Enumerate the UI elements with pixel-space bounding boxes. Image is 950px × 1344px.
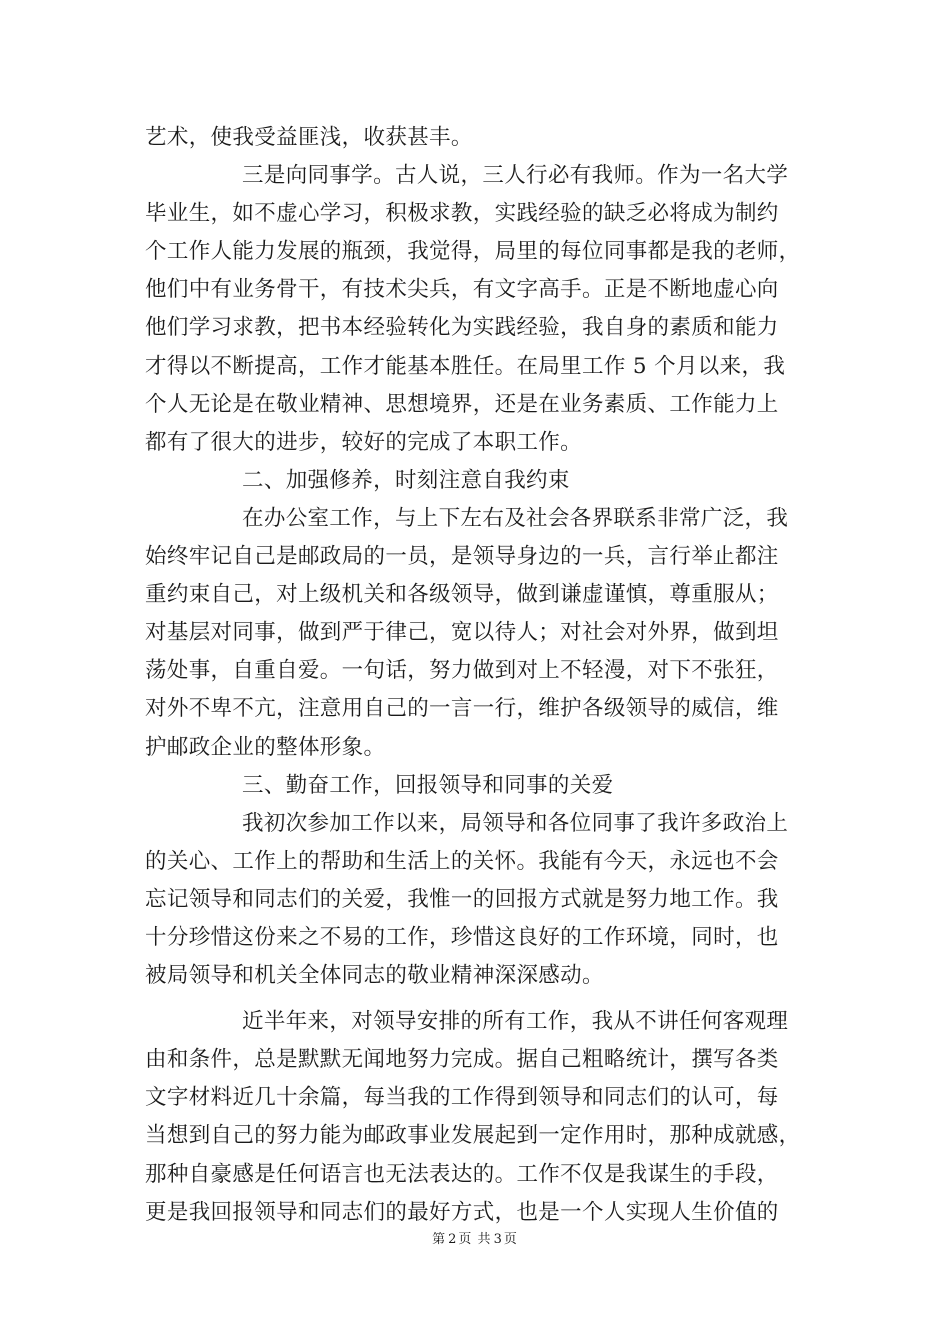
text-line: 他们学习求教，把书本经验转化为实践经验，我自身的素质和能力 [145, 315, 779, 341]
text-line: 当想到自己的努力能为邮政事业发展起到一定作用时，那种成就感， [145, 1123, 801, 1149]
document-body [145, 119, 810, 1232]
text-line: 的关心、工作上的帮助和生活上的关怀。我能有今天，永远也不会 [145, 848, 779, 874]
page-footer [0, 1228, 950, 1247]
text-line: 重约束自己，对上级机关和各级领导，做到谦虚谨慎，尊重服从； [145, 582, 779, 608]
text-line: 护邮政企业的整体形象。 [145, 734, 386, 760]
text-line: 由和条件，总是默默无闻地努力完成。据自己粗略统计，撰写各类 [145, 1047, 779, 1073]
text-line: 始终牢记自己是邮政局的一员，是领导身边的一兵，言行举止都注 [145, 544, 779, 570]
text-line: 十分珍惜这份来之不易的工作，珍惜这良好的工作环境，同时，也 [145, 924, 779, 950]
current-page-number: 2 [448, 1232, 457, 1247]
footer-prefix: 第 [432, 1232, 447, 1247]
text-line: 对外不卑不亢，注意用自己的一言一行，维护各级领导的威信，维 [145, 696, 779, 722]
footer-suffix: 页 [503, 1232, 518, 1247]
section-heading: 三、勤奋工作，回报领导和同事的关爱 [242, 772, 614, 798]
text-line: 他们中有业务骨干，有技术尖兵，有文字高手。正是不断地虚心向 [145, 277, 779, 303]
text-line: 荡处事，自重自爱。一句话，努力做到对上不轻漫，对下不张狂， [145, 658, 779, 684]
text-line: 才得以不断提高，工作才能基本胜任。在局里工作 5 个月以来，我 [145, 353, 786, 379]
text-line: 被局领导和机关全体同志的敬业精神深深感动。 [145, 963, 604, 989]
footer-middle: 页 共 [458, 1232, 492, 1247]
text-line: 艺术，使我受益匪浅，收获甚丰。 [145, 125, 473, 150]
text-line: 文字材料近几十余篇，每当我的工作得到领导和同志们的认可，每 [145, 1085, 779, 1111]
text-line: 那种自豪感是任何语言也无法表达的。工作不仅是我谋生的手段， [145, 1161, 779, 1187]
paragraph-start: 我初次参加工作以来，局领导和各位同事了我许多政治上 [242, 810, 789, 836]
text-line: 都有了很大的进步，较好的完成了本职工作。 [145, 429, 583, 455]
paragraph-start: 三是向同事学。古人说，三人行必有我师。作为一名大学 [242, 163, 789, 189]
text-line: 对基层对同事，做到严于律己，宽以待人；对社会对外界，做到坦 [145, 620, 779, 646]
text-line: 毕业生，如不虚心学习，积极求教，实践经验的缺乏必将成为制约 [145, 201, 779, 227]
paragraph-start: 近半年来，对领导安排的所有工作，我从不讲任何客观理 [242, 1009, 789, 1035]
section-heading: 二、加强修养，时刻注意自我约束 [242, 467, 570, 493]
text-line: 个工作人能力发展的瓶颈，我觉得，局里的每位同事都是我的老师， [145, 239, 801, 265]
text-line: 个人无论是在敬业精神、思想境界，还是在业务素质、工作能力上 [145, 391, 779, 417]
paragraph-start: 在办公室工作，与上下左右及社会各界联系非常广泛，我 [242, 505, 789, 531]
text-line: 更是我回报领导和同志们的最好方式，也是一个人实现人生价值的 [145, 1199, 779, 1225]
total-page-number: 3 [493, 1232, 502, 1247]
text-line: 忘记领导和同志们的关爱，我惟一的回报方式就是努力地工作。我 [145, 886, 779, 912]
